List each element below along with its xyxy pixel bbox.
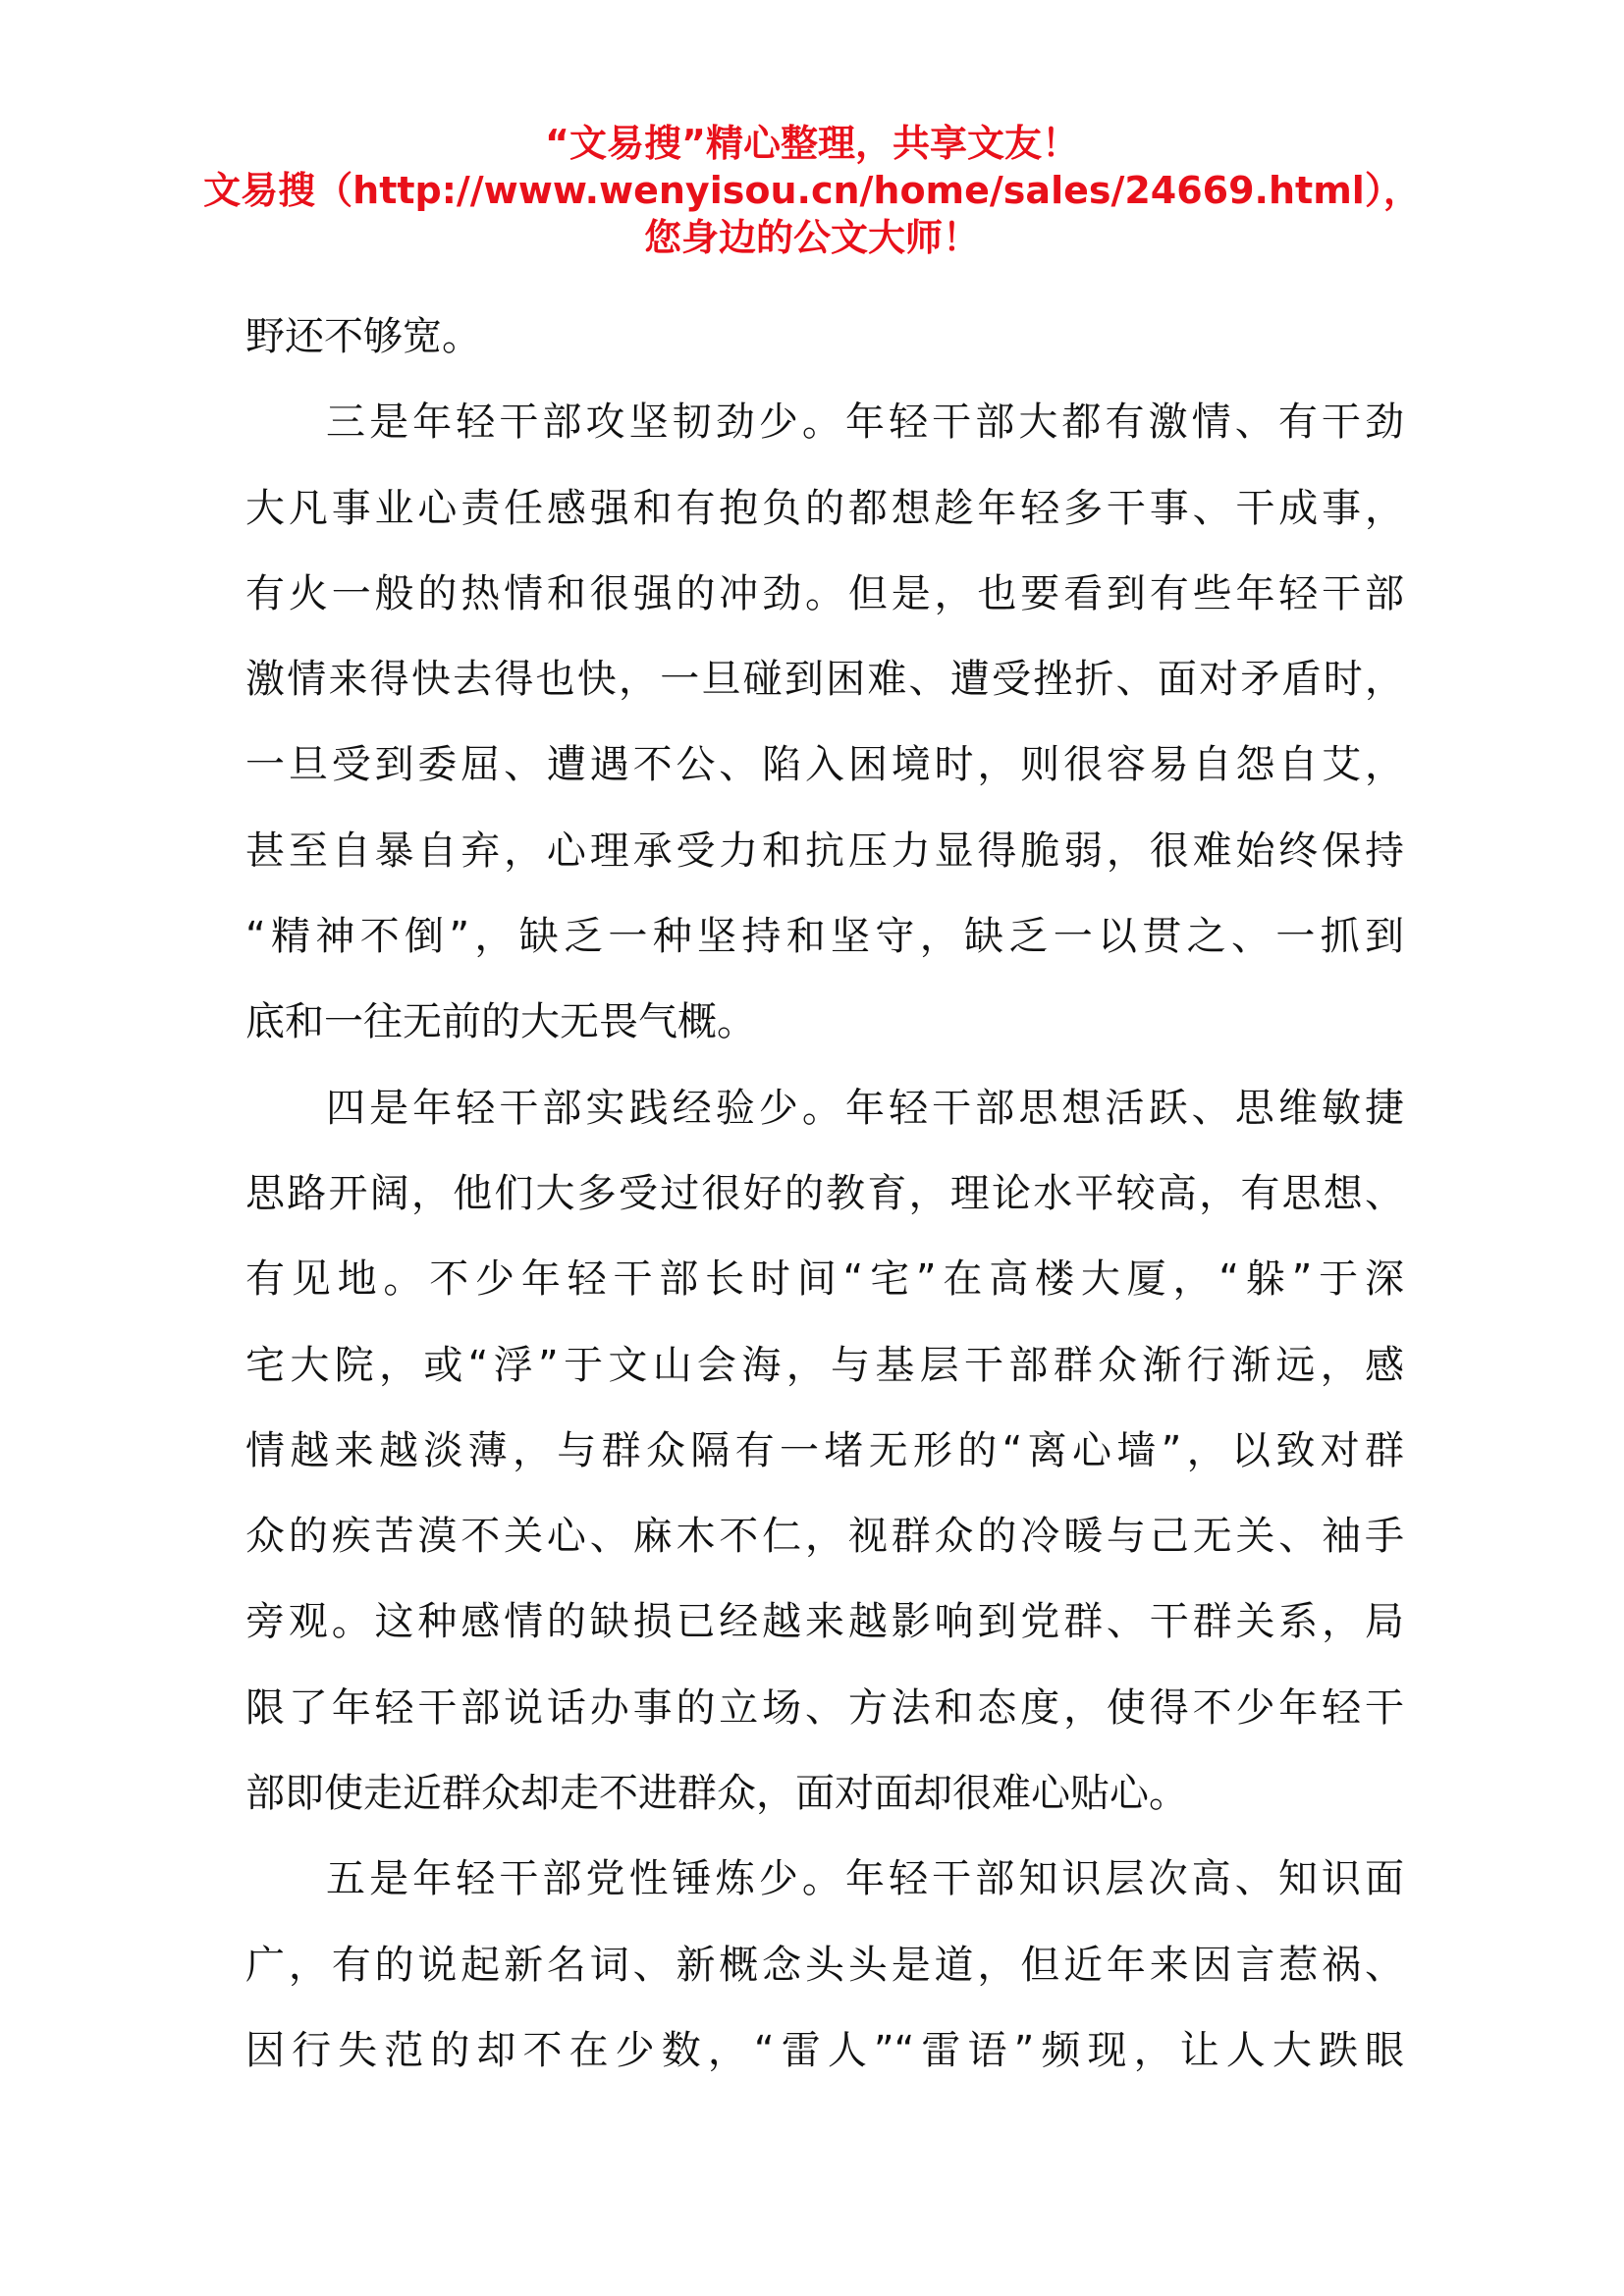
header-line-1: “文易搜”精心整理，共享文友！: [545, 122, 1079, 165]
text-line: 旁观。这种感情的缺损已经越来越影响到党群、干群关系，局: [245, 1599, 1404, 1645]
text-line: 一旦受到委屈、遭遇不公、陷入困境时，则很容易自怨自艾，: [245, 742, 1404, 788]
text-line: 五是年轻干部党性锤炼少。年轻干部知识层次高、知识面: [326, 1856, 1404, 1902]
text-line: 众的疾苦漠不关心、麻木不仁，视群众的冷暖与己无关、袖手: [245, 1514, 1404, 1560]
text-line: 三是年轻干部攻坚韧劲少。年轻干部大都有激情、有干劲: [326, 400, 1404, 446]
text-line: 底和一往无前的大无畏气概。: [245, 999, 756, 1045]
text-line: 因行失范的却不在少数，“雷人”“雷语”频现，让人大跌眼: [245, 2027, 1404, 2073]
text-line: 思路开阔，他们大多受过很好的教育，理论水平较高，有思想、: [245, 1170, 1404, 1216]
text-line: 广，有的说起新名词、新概念头头是道，但近年来因言惹祸、: [245, 1942, 1404, 1988]
text-line: 野还不够宽。: [245, 314, 481, 359]
text-line: 有火一般的热情和很强的冲劲。但是，也要看到有些年轻干部: [245, 570, 1404, 616]
header-line-2[interactable]: 文易搜（http://www.wenyisou.cn/home/sales/24669.html），: [203, 169, 1421, 212]
text-line: “精神不倒”，缺乏一种坚持和坚守，缺乏一以贯之、一抓到: [245, 914, 1404, 960]
header-line-3: 您身边的公文大师！: [643, 216, 980, 259]
text-line: 有见地。不少年轻干部长时间“宅”在高楼大厦，“躲”于深: [245, 1256, 1404, 1303]
text-line: 宅大院，或“浮”于文山会海，与基层干部群众渐行渐远，感: [245, 1342, 1404, 1388]
text-line: 限了年轻干部说话办事的立场、方法和态度，使得不少年轻干: [245, 1684, 1404, 1731]
watermark-header: [0, 120, 1624, 261]
text-line: 部即使走近群众却走不进群众，面对面却很难心贴心。: [245, 1771, 1188, 1817]
body-text: [245, 294, 1404, 2094]
text-line: 激情来得快去得也快，一旦碰到困难、遭受挫折、面对矛盾时，: [245, 657, 1404, 703]
text-line: 四是年轻干部实践经验少。年轻干部思想活跃、思维敏捷: [326, 1085, 1404, 1131]
text-line: 大凡事业心责任感强和有抱负的都想趁年轻多干事、干成事，: [245, 485, 1404, 531]
text-line: 甚至自暴自弃，心理承受力和抗压力显得脆弱，很难始终保持: [245, 828, 1404, 874]
text-line: 情越来越淡薄，与群众隔有一堵无形的“离心墙”，以致对群: [245, 1427, 1404, 1473]
